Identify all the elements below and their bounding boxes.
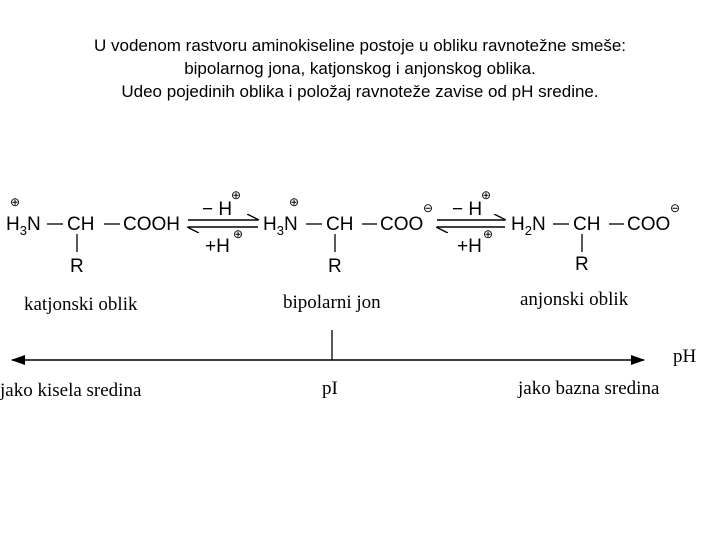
negative-charge-icon: ⊖ [670,201,681,215]
alpha-carbon: CH [67,214,95,235]
protonation-label: +H [457,236,482,257]
anionic-form-label: anjonski oblik [520,289,629,310]
deprotonation-label: − H [202,199,233,220]
cationic-form [6,195,180,277]
intro-line-3: Udeo pojedinih oblika i položaj ravnoteže zavise od pH sredine. [121,82,599,101]
equilibrium-arrows-2 [437,188,505,257]
acidic-label: jako kisela sredina [0,380,142,401]
carboxyl-group: COOH [123,214,180,235]
intro-line-2: bipolarnog jona, katjonskog i anjonskog oblika. [184,59,536,78]
positive-charge-icon: ⊕ [289,195,300,209]
negative-charge-icon: ⊖ [423,201,434,215]
protonation-label: +H [205,236,230,257]
side-chain-r: R [328,256,342,277]
anionic-form [511,201,680,275]
equilibrium-arrows-1 [188,188,258,257]
positive-charge-icon: ⊕ [481,188,492,202]
amine-group: $H_2N$ [511,214,546,238]
side-chain-r: R [575,254,589,275]
carboxylate-group: COO [627,214,671,235]
isoelectric-point-label: pI [322,378,338,399]
basic-label: jako bazna sredina [518,378,660,399]
alpha-carbon: CH [326,214,354,235]
carboxylate-group: COO [380,214,424,235]
alpha-carbon: CH [573,214,601,235]
amine-group: $H_3N$ [263,214,298,238]
intro-line-1: U vodenom rastvoru aminokiseline postoje u obliku ravnotežne smeše: [94,36,626,55]
ph-scale [0,330,697,401]
deprotonation-label: − H [452,199,483,220]
positive-charge-icon: ⊕ [483,227,494,241]
zwitterion-label: bipolarni jon [283,292,381,313]
positive-charge-icon: ⊕ [10,195,21,209]
amine-group: $H_3N$ [6,214,41,238]
side-chain-r: R [70,256,84,277]
zwitterion-form [263,195,433,277]
cationic-form-label: katjonski oblik [24,294,138,315]
ph-axis-label: pH [673,346,697,367]
positive-charge-icon: ⊕ [233,227,244,241]
positive-charge-icon: ⊕ [231,188,242,202]
